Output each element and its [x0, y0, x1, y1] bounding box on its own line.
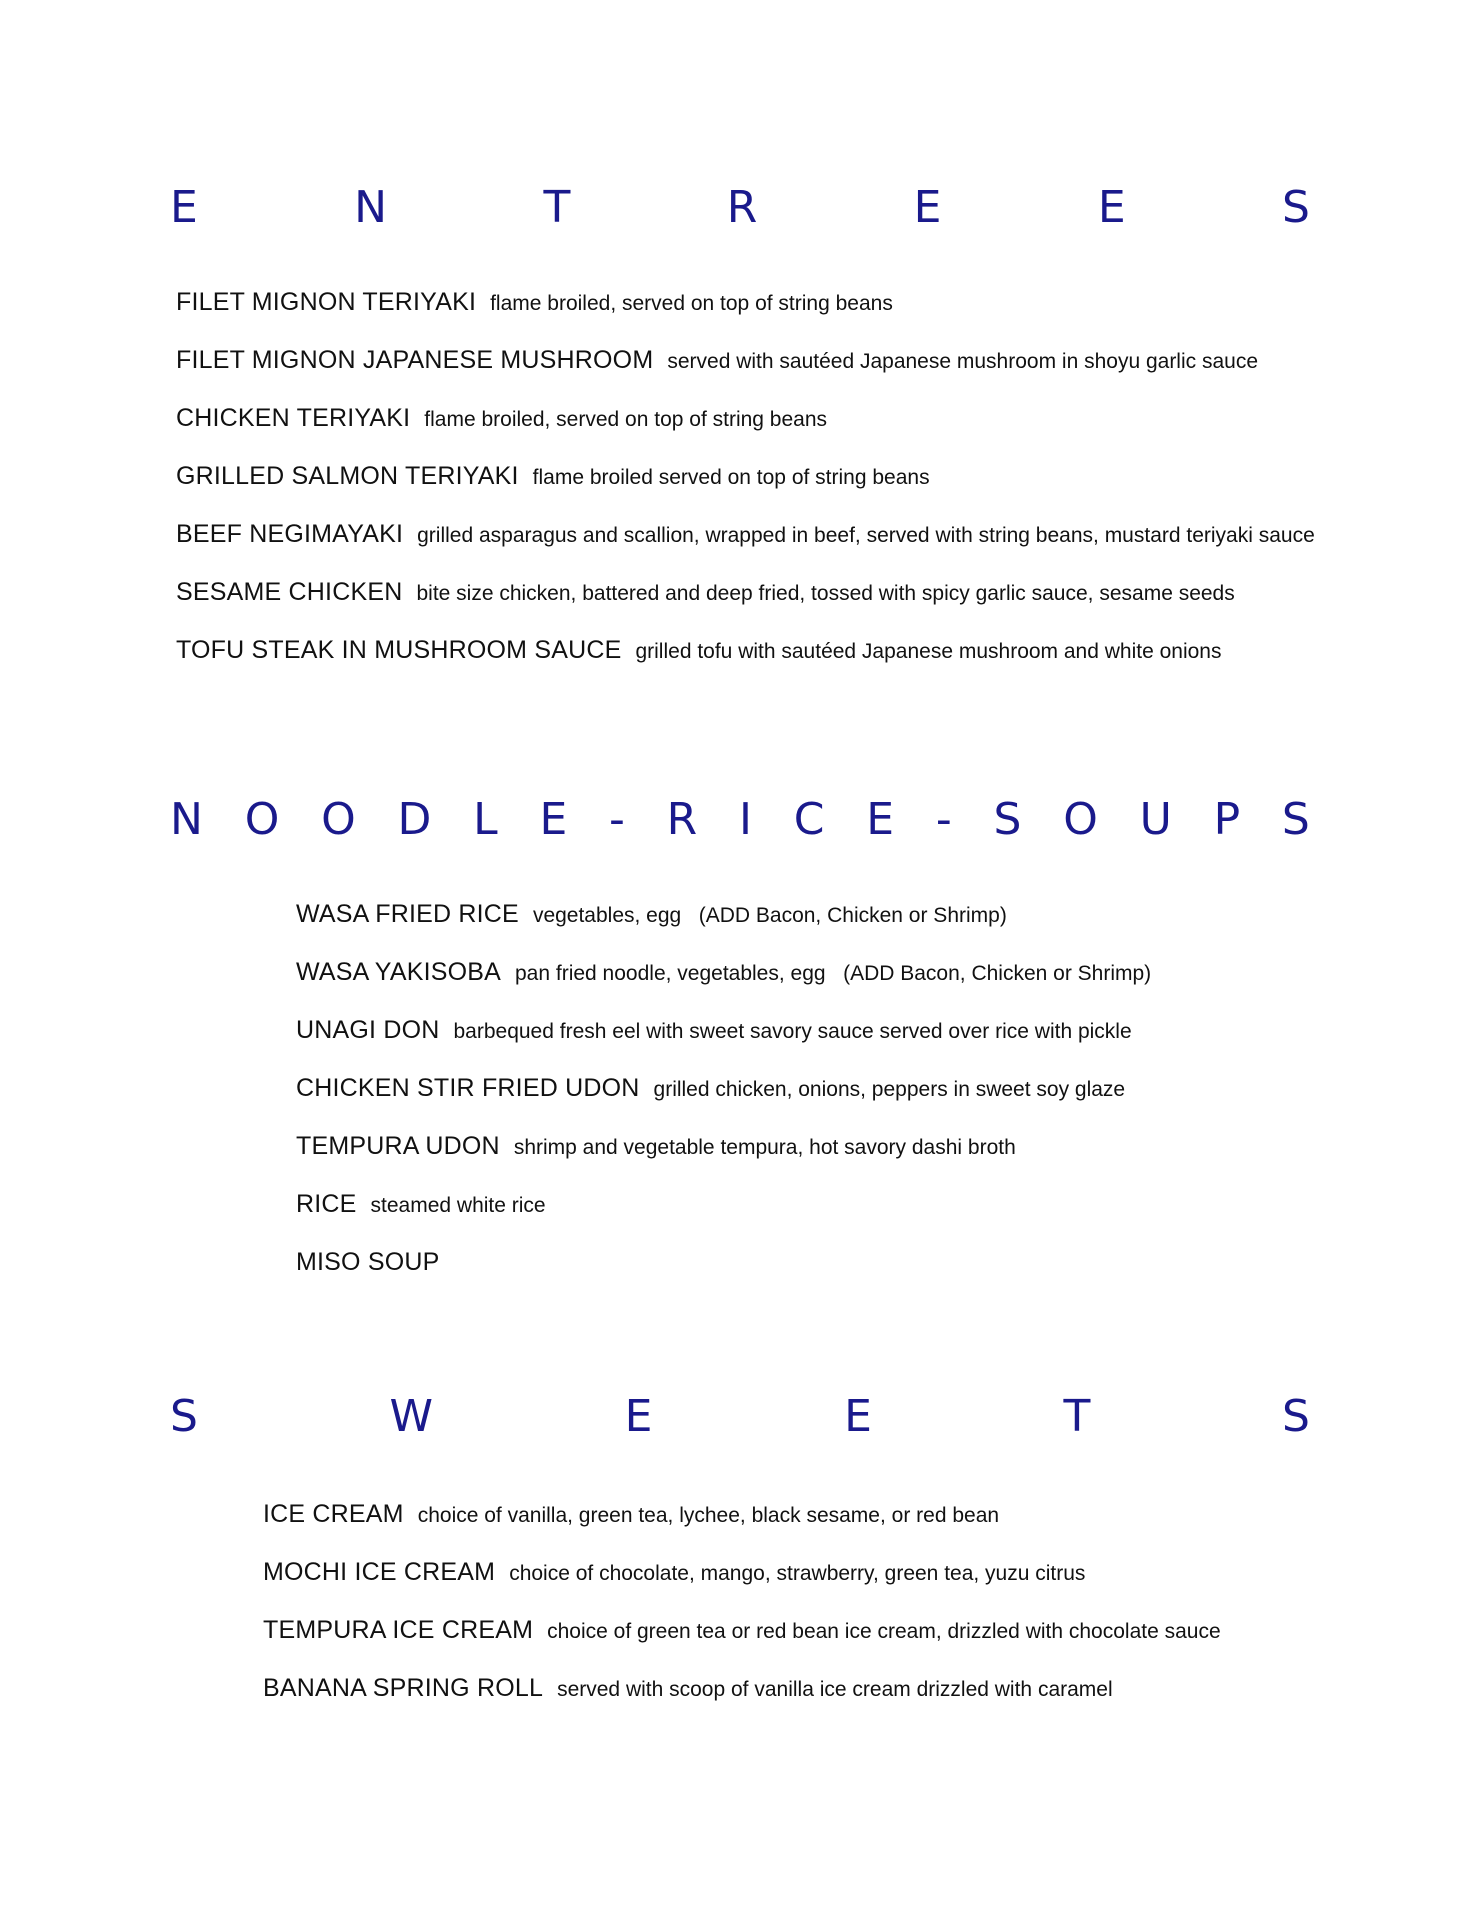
- heading-letter: D: [397, 794, 432, 845]
- menu-item-name: SESAME CHICKEN: [176, 578, 403, 606]
- menu-item: [296, 902, 1007, 927]
- heading-letter: E: [624, 1391, 653, 1442]
- heading-letter: O: [244, 794, 280, 845]
- heading-letter: O: [1063, 794, 1098, 845]
- heading-letter: E: [539, 794, 568, 845]
- menu-item-name: WASA YAKISOBA: [296, 958, 501, 986]
- menu-item: [176, 522, 1315, 547]
- menu-item: [176, 464, 930, 489]
- heading-letter: N: [354, 182, 388, 233]
- menu-item-description: choice of chocolate, mango, strawberry, green tea, yuzu citrus: [509, 1562, 1086, 1585]
- heading-letter: R: [726, 182, 758, 233]
- menu-item: [296, 1250, 440, 1275]
- menu-item: [296, 1076, 1125, 1101]
- menu-item: [176, 348, 1258, 373]
- heading-letter: E: [170, 182, 198, 233]
- menu-item-name: BEEF NEGIMAYAKI: [176, 520, 404, 548]
- menu-item-name: MOCHI ICE CREAM: [263, 1558, 496, 1586]
- heading-letter: -: [609, 794, 625, 845]
- menu-item-name: MISO SOUP: [296, 1248, 440, 1276]
- menu-item-name: CHICKEN STIR FRIED UDON: [296, 1074, 640, 1102]
- menu-item: [263, 1560, 1085, 1585]
- heading-letter: W: [389, 1391, 434, 1442]
- menu-item-description: choice of green tea or red bean ice cream, drizzled with chocolate sauce: [547, 1620, 1221, 1643]
- heading-letter: E: [844, 1391, 872, 1442]
- menu-item: [296, 1192, 546, 1217]
- menu-item: [176, 290, 893, 315]
- menu-item: [176, 580, 1235, 605]
- menu-item-name: BANANA SPRING ROLL: [263, 1674, 544, 1702]
- section-heading-entrees: [170, 180, 1310, 236]
- heading-letter: R: [666, 794, 698, 845]
- menu-item: [296, 1134, 1016, 1159]
- menu-item-description: grilled asparagus and scallion, wrapped in beef, served with string beans, mustard teriyaki sauce: [417, 524, 1315, 547]
- menu-item-description: barbequed fresh eel with sweet savory sauce served over rice with pickle: [453, 1020, 1132, 1043]
- heading-letter: C: [793, 794, 825, 845]
- menu-item-description: grilled chicken, onions, peppers in sweet soy glaze: [653, 1078, 1126, 1101]
- menu-item-name: GRILLED SALMON TERIYAKI: [176, 462, 519, 490]
- menu-item-name: WASA FRIED RICE: [296, 900, 519, 928]
- menu-item-description: vegetables, egg (ADD Bacon, Chicken or Shrimp): [532, 904, 1007, 927]
- heading-letter: O: [321, 794, 356, 845]
- menu-item-description: served with scoop of vanilla ice cream drizzled with caramel: [557, 1678, 1113, 1701]
- menu-item-name: FILET MIGNON JAPANESE MUSHROOM: [176, 346, 654, 374]
- heading-letter: S: [1281, 182, 1310, 233]
- menu-item-description: pan fried noodle, vegetables, egg (ADD Bacon, Chicken or Shrimp): [515, 962, 1152, 985]
- section-heading-noodle-rice-soups: [170, 792, 1310, 848]
- menu-item-name: TEMPURA UDON: [296, 1132, 500, 1160]
- menu-item: [296, 1018, 1132, 1043]
- heading-letter: E: [913, 182, 942, 233]
- menu-item-description: shrimp and vegetable tempura, hot savory dashi broth: [513, 1136, 1016, 1159]
- heading-letter: U: [1139, 794, 1172, 845]
- heading-letter: S: [1281, 794, 1310, 845]
- heading-letter: P: [1213, 794, 1241, 845]
- menu-item: [176, 406, 827, 431]
- menu-item-name: CHICKEN TERIYAKI: [176, 404, 411, 432]
- menu-item-name: TEMPURA ICE CREAM: [263, 1616, 534, 1644]
- menu-item-description: grilled tofu with sautéed Japanese mushroom and white onions: [635, 640, 1222, 663]
- heading-letter: L: [473, 794, 498, 845]
- heading-letter: S: [170, 1391, 198, 1442]
- menu-item-name: FILET MIGNON TERIYAKI: [176, 288, 477, 316]
- menu-item: [263, 1676, 1113, 1701]
- heading-letter: E: [1097, 182, 1126, 233]
- menu-item-description: served with sautéed Japanese mushroom in shoyu garlic sauce: [667, 350, 1259, 373]
- section-heading-sweets: [170, 1389, 1310, 1445]
- menu-item-description: flame broiled served on top of string beans: [532, 466, 930, 489]
- menu-item-name: ICE CREAM: [263, 1500, 404, 1528]
- menu-item-description: steamed white rice: [370, 1194, 546, 1217]
- heading-letter: T: [1063, 1391, 1091, 1442]
- menu-item: [263, 1502, 999, 1527]
- heading-letter: I: [739, 794, 752, 845]
- menu-item-description: choice of vanilla, green tea, lychee, black sesame, or red bean: [417, 1504, 1000, 1527]
- menu-item-name: RICE: [296, 1190, 357, 1218]
- menu-item-name: UNAGI DON: [296, 1016, 440, 1044]
- menu-item: [296, 960, 1151, 985]
- menu-item-description: flame broiled, served on top of string beans: [424, 408, 828, 431]
- heading-letter: S: [1282, 1391, 1310, 1442]
- heading-letter: -: [935, 794, 952, 845]
- menu-item: [176, 638, 1222, 663]
- heading-letter: E: [866, 794, 895, 845]
- menu-item: [263, 1618, 1221, 1643]
- menu-item-name: TOFU STEAK IN MUSHROOM SAUCE: [176, 636, 622, 664]
- heading-letter: N: [170, 794, 203, 845]
- heading-letter: T: [543, 182, 571, 233]
- menu-item-description: bite size chicken, battered and deep fried, tossed with spicy garlic sauce, sesame seeds: [416, 582, 1235, 605]
- menu-item-description: flame broiled, served on top of string beans: [490, 292, 893, 315]
- heading-letter: S: [993, 794, 1022, 845]
